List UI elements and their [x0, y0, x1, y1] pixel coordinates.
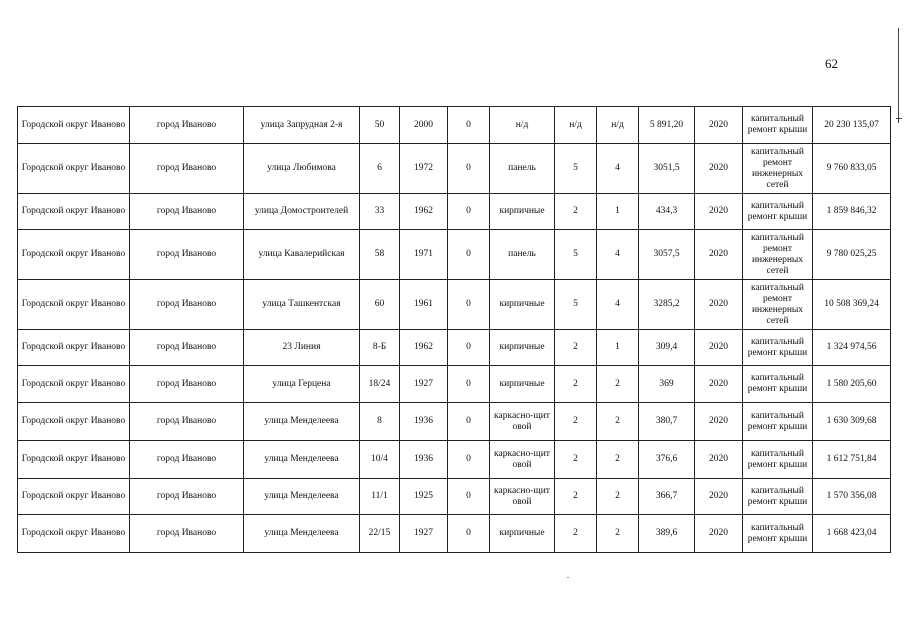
col6-cell: 0	[448, 330, 490, 366]
district-cell: Городской округ Иваново	[18, 441, 130, 479]
wall-material-cell: панель	[490, 230, 555, 280]
wall-material-cell: кирпичные	[490, 515, 555, 553]
entrances-cell: 2	[597, 403, 639, 441]
entrances-cell: 4	[597, 280, 639, 330]
wall-material-cell: каркасно-щитовой	[490, 441, 555, 479]
build-year-cell: 1927	[400, 515, 448, 553]
cost-cell: 10 508 369,24	[813, 280, 891, 330]
table-row	[18, 144, 891, 194]
wall-material-cell: кирпичные	[490, 280, 555, 330]
build-year-cell: 1936	[400, 441, 448, 479]
house-number-cell: 11/1	[360, 479, 400, 515]
city-cell: город Иваново	[130, 230, 244, 280]
house-number-cell: 58	[360, 230, 400, 280]
scan-edge-line	[898, 28, 899, 123]
work-type-cell: капитальный ремонт крыши	[743, 515, 813, 553]
area-cell: 3285,2	[639, 280, 695, 330]
work-type-cell: капитальный ремонт крыши	[743, 366, 813, 403]
district-cell: Городской округ Иваново	[18, 330, 130, 366]
area-cell: 389,6	[639, 515, 695, 553]
entrances-cell: 2	[597, 441, 639, 479]
work-type-cell: капитальный ремонт крыши	[743, 403, 813, 441]
floors-cell: 5	[555, 280, 597, 330]
street-cell: 23 Линия	[244, 330, 360, 366]
col6-cell: 0	[448, 144, 490, 194]
work-type-cell: капитальный ремонт крыши	[743, 479, 813, 515]
plan-year-cell: 2020	[695, 479, 743, 515]
plan-year-cell: 2020	[695, 330, 743, 366]
cost-cell: 1 570 356,08	[813, 479, 891, 515]
table-body	[18, 107, 891, 553]
house-number-cell: 60	[360, 280, 400, 330]
city-cell: город Иваново	[130, 403, 244, 441]
work-type-cell: капитальный ремонт инженерных сетей	[743, 230, 813, 280]
entrances-cell: 1	[597, 330, 639, 366]
wall-material-cell: н/д	[490, 107, 555, 144]
build-year-cell: 1971	[400, 230, 448, 280]
street-cell: улица Домостроителей	[244, 194, 360, 230]
district-cell: Городской округ Иваново	[18, 280, 130, 330]
plan-year-cell: 2020	[695, 107, 743, 144]
page-number: 62	[825, 56, 838, 71]
table-row	[18, 330, 891, 366]
area-cell: 434,3	[639, 194, 695, 230]
work-type-cell: капитальный ремонт крыши	[743, 194, 813, 230]
house-number-cell: 10/4	[360, 441, 400, 479]
cost-cell: 1 612 751,84	[813, 441, 891, 479]
district-cell: Городской округ Иваново	[18, 515, 130, 553]
district-cell: Городской округ Иваново	[18, 479, 130, 515]
wall-material-cell: панель	[490, 144, 555, 194]
build-year-cell: 1936	[400, 403, 448, 441]
build-year-cell: 1972	[400, 144, 448, 194]
scan-edge-tick	[896, 118, 902, 119]
wall-material-cell: кирпичные	[490, 194, 555, 230]
cost-cell: 1 324 974,56	[813, 330, 891, 366]
area-cell: 5 891,20	[639, 107, 695, 144]
house-number-cell: 50	[360, 107, 400, 144]
district-cell: Городской округ Иваново	[18, 144, 130, 194]
plan-year-cell: 2020	[695, 441, 743, 479]
house-number-cell: 18/24	[360, 366, 400, 403]
table-row	[18, 479, 891, 515]
floors-cell: 2	[555, 194, 597, 230]
district-cell: Городской округ Иваново	[18, 366, 130, 403]
entrances-cell: 4	[597, 230, 639, 280]
plan-year-cell: 2020	[695, 230, 743, 280]
street-cell: улица Менделеева	[244, 441, 360, 479]
floors-cell: 5	[555, 144, 597, 194]
entrances-cell: 2	[597, 515, 639, 553]
wall-material-cell: каркасно-щитовой	[490, 403, 555, 441]
col6-cell: 0	[448, 230, 490, 280]
wall-material-cell: кирпичные	[490, 366, 555, 403]
plan-year-cell: 2020	[695, 515, 743, 553]
work-type-cell: капитальный ремонт крыши	[743, 330, 813, 366]
area-cell: 366,7	[639, 479, 695, 515]
district-cell: Городской округ Иваново	[18, 194, 130, 230]
floors-cell: 5	[555, 230, 597, 280]
work-type-cell: капитальный ремонт крыши	[743, 441, 813, 479]
col6-cell: 0	[448, 107, 490, 144]
build-year-cell: 1962	[400, 330, 448, 366]
cost-cell: 1 668 423,04	[813, 515, 891, 553]
cost-cell: 20 230 135,07	[813, 107, 891, 144]
floors-cell: 2	[555, 479, 597, 515]
floors-cell: н/д	[555, 107, 597, 144]
entrances-cell: 2	[597, 479, 639, 515]
table-row	[18, 441, 891, 479]
table-row	[18, 515, 891, 553]
house-number-cell: 22/15	[360, 515, 400, 553]
city-cell: город Иваново	[130, 479, 244, 515]
area-cell: 3057,5	[639, 230, 695, 280]
city-cell: город Иваново	[130, 280, 244, 330]
floors-cell: 2	[555, 330, 597, 366]
street-cell: улица Запрудная 2-я	[244, 107, 360, 144]
col6-cell: 0	[448, 479, 490, 515]
area-cell: 369	[639, 366, 695, 403]
area-cell: 3051,5	[639, 144, 695, 194]
city-cell: город Иваново	[130, 144, 244, 194]
city-cell: город Иваново	[130, 194, 244, 230]
district-cell: Городской округ Иваново	[18, 403, 130, 441]
street-cell: улица Менделеева	[244, 479, 360, 515]
city-cell: город Иваново	[130, 366, 244, 403]
area-cell: 380,7	[639, 403, 695, 441]
area-cell: 309,4	[639, 330, 695, 366]
street-cell: улица Менделеева	[244, 515, 360, 553]
city-cell: город Иваново	[130, 330, 244, 366]
table-row	[18, 366, 891, 403]
table-row	[18, 194, 891, 230]
street-cell: улица Ташкентская	[244, 280, 360, 330]
table-row	[18, 280, 891, 330]
col6-cell: 0	[448, 515, 490, 553]
street-cell: улица Герцена	[244, 366, 360, 403]
col6-cell: 0	[448, 403, 490, 441]
col6-cell: 0	[448, 441, 490, 479]
floors-cell: 2	[555, 366, 597, 403]
entrances-cell: н/д	[597, 107, 639, 144]
floors-cell: 2	[555, 515, 597, 553]
plan-year-cell: 2020	[695, 194, 743, 230]
build-year-cell: 1962	[400, 194, 448, 230]
floors-cell: 2	[555, 403, 597, 441]
area-cell: 376,6	[639, 441, 695, 479]
cost-cell: 9 760 833,05	[813, 144, 891, 194]
street-cell: улица Менделеева	[244, 403, 360, 441]
district-cell: Городской округ Иваново	[18, 107, 130, 144]
street-cell: улица Любимова	[244, 144, 360, 194]
house-number-cell: 8-Б	[360, 330, 400, 366]
col6-cell: 0	[448, 280, 490, 330]
plan-year-cell: 2020	[695, 403, 743, 441]
cost-cell: 1 859 846,32	[813, 194, 891, 230]
house-number-cell: 8	[360, 403, 400, 441]
city-cell: город Иваново	[130, 515, 244, 553]
table-row	[18, 403, 891, 441]
col6-cell: 0	[448, 366, 490, 403]
plan-year-cell: 2020	[695, 280, 743, 330]
cost-cell: 1 580 205,60	[813, 366, 891, 403]
scan-speck	[567, 577, 569, 578]
build-year-cell: 1927	[400, 366, 448, 403]
build-year-cell: 2000	[400, 107, 448, 144]
build-year-cell: 1925	[400, 479, 448, 515]
entrances-cell: 4	[597, 144, 639, 194]
street-cell: улица Кавалерийская	[244, 230, 360, 280]
plan-year-cell: 2020	[695, 144, 743, 194]
plan-year-cell: 2020	[695, 366, 743, 403]
floors-cell: 2	[555, 441, 597, 479]
work-type-cell: капитальный ремонт инженерных сетей	[743, 144, 813, 194]
col6-cell: 0	[448, 194, 490, 230]
cost-cell: 9 780 025,25	[813, 230, 891, 280]
entrances-cell: 2	[597, 366, 639, 403]
entrances-cell: 1	[597, 194, 639, 230]
wall-material-cell: кирпичные	[490, 330, 555, 366]
cost-cell: 1 630 309,68	[813, 403, 891, 441]
table-row	[18, 107, 891, 144]
wall-material-cell: каркасно-щитовой	[490, 479, 555, 515]
district-cell: Городской округ Иваново	[18, 230, 130, 280]
house-number-cell: 6	[360, 144, 400, 194]
house-number-cell: 33	[360, 194, 400, 230]
table-row	[18, 230, 891, 280]
work-type-cell: капитальный ремонт инженерных сетей	[743, 280, 813, 330]
city-cell: город Иваново	[130, 107, 244, 144]
city-cell: город Иваново	[130, 441, 244, 479]
build-year-cell: 1961	[400, 280, 448, 330]
repair-program-table	[17, 106, 891, 553]
work-type-cell: капитальный ремонт крыши	[743, 107, 813, 144]
